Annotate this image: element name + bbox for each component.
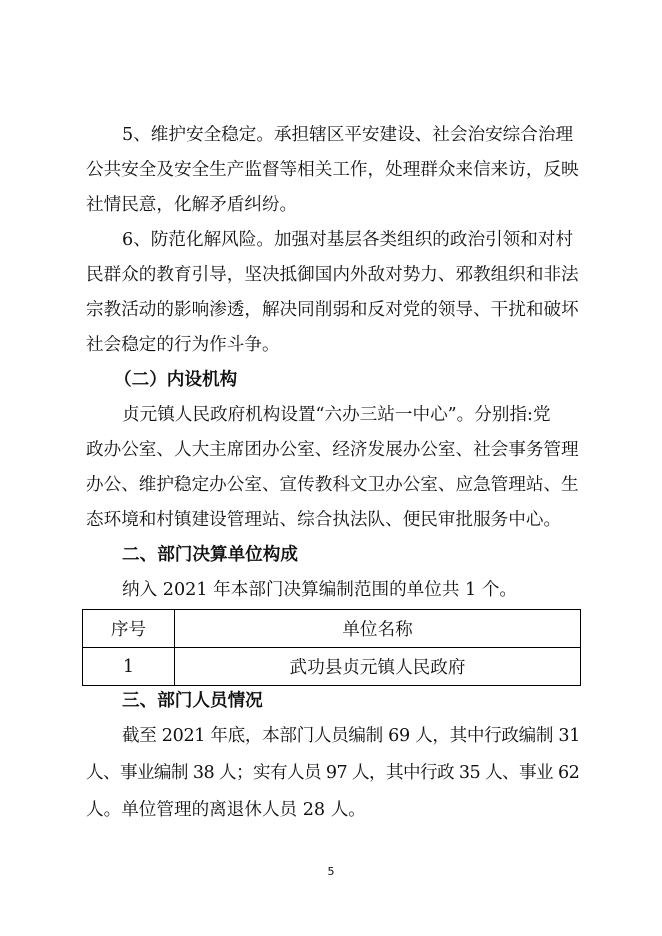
units-table [82,609,581,686]
item5-line2: 公共安全及安全生产监督等相关工作，处理群众来信来访，反映 [86,160,579,180]
staff-line2: 人、事业编制 38 人；实有人员 97 人，其中行政 35 人、事业 62 [86,763,580,783]
units-heading: 二、部门决算单位构成 [122,545,298,565]
staff-line1: 截至 2021 年底，本部门人员编制 69 人，其中行政编制 31 [122,726,581,746]
item6-line2: 民群众的教育引导，坚决抵御国内外敌对势力、邪教组织和非法 [86,265,579,285]
item5-line3: 社情民意，化解矛盾纠纷。 [86,195,298,215]
item6-line1: 6、防范化解风险。加强对基层各类组织的政治引领和对村 [122,230,574,250]
table-row [83,648,581,686]
internal-line4: 态环境和村镇建设管理站、综合执法队、便民审批服务中心。 [86,510,562,530]
internal-line2: 政办公室、人大主席团办公室、经济发展办公室、社会事务管理 [86,440,579,460]
item5-line1: 5、维护安全稳定。承担辖区平安建设、社会治安综合治理 [122,125,574,145]
internal-line3: 办公、维护稳定办公室、宣传教科文卫办公室、应急管理站、生 [86,475,579,495]
internal-structure-heading: （二）内设机构 [114,370,238,390]
staff-line3: 人。单位管理的离退休人员 28 人。 [86,800,366,820]
units-intro: 纳入 2021 年本部门决算编制范围的单位共 1 个。 [122,580,518,600]
table-header-row [83,610,581,648]
internal-line1: 贞元镇人民政府机构设置“六办三站一中心”。分别指:党 [122,405,551,425]
header-serial: 序号 [83,610,175,648]
cell-unit-name: 武功县贞元镇人民政府 [175,648,581,686]
page-number: 5 [327,865,335,878]
item6-line3: 宗教活动的影响渗透，解决同削弱和反对党的领导、干扰和破坏 [86,300,579,320]
header-unit-name: 单位名称 [175,610,581,648]
staff-heading: 三、部门人员情况 [122,691,263,711]
cell-serial: 1 [83,648,175,686]
item6-line4: 社会稳定的行为作斗争。 [86,335,280,355]
